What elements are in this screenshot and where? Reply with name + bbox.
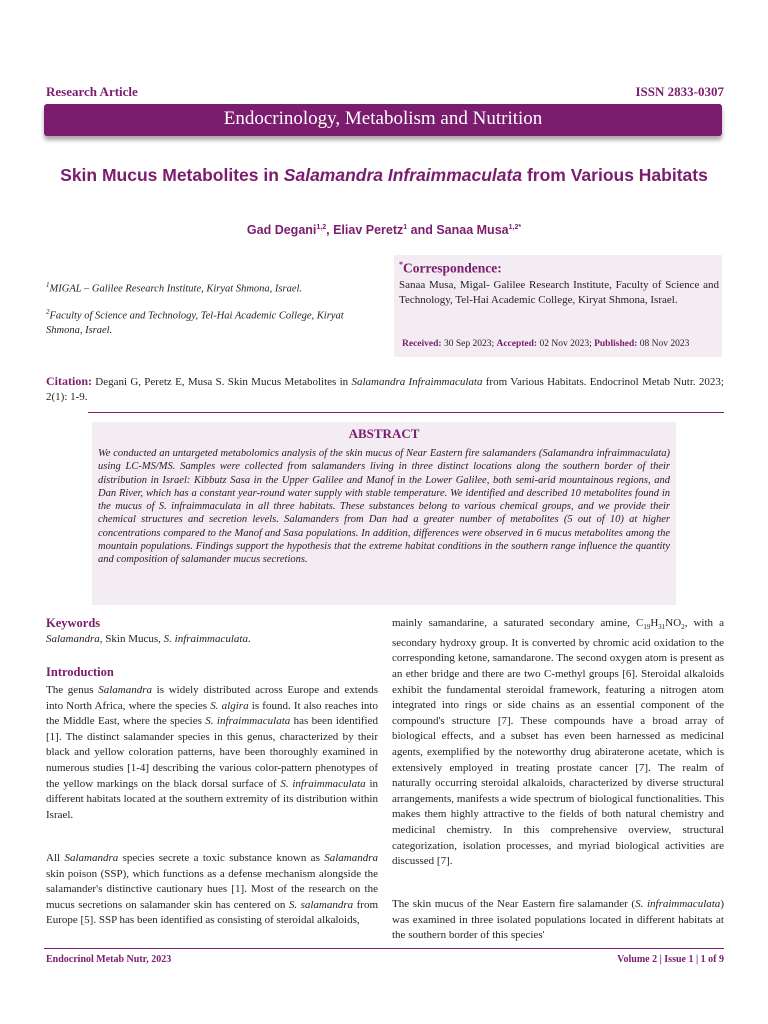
species-name: Salamandra	[98, 684, 152, 696]
species-name: Salamandra	[64, 852, 119, 864]
keyword: Salamandra	[46, 633, 100, 645]
article-title	[60, 164, 708, 187]
introduction-paragraph-1	[46, 683, 378, 823]
author-separator: and	[407, 223, 437, 237]
correspondence-marker: *	[399, 260, 403, 269]
correspondence-box	[394, 255, 722, 357]
formula-subscript: 19	[643, 623, 651, 632]
correspondence-text: Sanaa Musa, Migal- Galilee Research Institute, Faculty of Science and Technology, Tel-Hai Academic College, Kiryat Shmona, Israel.	[399, 279, 719, 306]
body-text: species secrete a toxic substance known as	[118, 852, 325, 864]
author-affiliation: 1,2*	[508, 223, 522, 231]
title-species: Salamandra Infraimmaculata	[283, 165, 523, 185]
body-text: The skin mucus of the Near Eastern fire salamander (	[392, 898, 636, 910]
affiliation-1	[46, 278, 376, 297]
body-text: has been identified [1]. The distinct salamander species in this genus, characterized by their black and yellow coloration patterns, have been thoroughly examined in numerous studies [1-4] describing the various color-pattern phenotypes of the yellow markings on the black dorsal surface of	[46, 715, 378, 790]
citation	[46, 374, 724, 405]
affiliation-text: MIGAL – Galilee Research Institute, Kiryat Shmona, Israel.	[49, 283, 303, 295]
citation-label: Citation:	[46, 374, 92, 388]
affiliation-marker: 1	[46, 281, 50, 289]
accepted-label: Accepted:	[496, 339, 538, 349]
citation-divider	[88, 412, 724, 413]
introduction-paragraph-2	[46, 851, 378, 929]
footer-page-info: Volume 2 | Issue 1 | 1 of 9	[617, 954, 724, 965]
keywords-heading: Keywords	[46, 616, 101, 630]
right-column-paragraph-1	[392, 616, 724, 870]
species-name: S. infraimmaculata	[635, 898, 721, 910]
body-text: , with a secondary hydroxy group. It is converted by chromic acid oxidation to the corresponding ketone, samandarone. The second oxygen atom is present as an ether bridge and there are two C-methyl groups [6]. Steroidal alkaloids exhibit the fundamental steroidal framework, featuring a nitrogen atom integrated into rings or side chains as an essential component of the compound's structure [7]. These compounds have a broad array of biological effects, and a subset has even been harnessed as medicinal agents, exemplified by the noteworthy drug abiraterone acetate, which is extensively employed in treating prostate cancer [7]. The realm of naturally occurring steroidal alkaloids, characterized by diverse structural arrangements, manifests a wide spectrum of biological functionalities. This makes them highly attractive to the fields of both natural chemistry and medicinal chemistry. In this comprehensive overview, structural categorization, isolation processes, and myriad biological activities are discussed [7].	[392, 617, 724, 868]
introduction-heading: Introduction	[46, 665, 114, 679]
formula-text: NO	[665, 617, 682, 629]
right-column-paragraph-2	[392, 897, 724, 944]
affiliation-2	[46, 305, 381, 338]
issn: ISSN 2833-0307	[635, 84, 724, 99]
abstract-text: We conducted an untargeted metabolomics analysis of the skin mucus of Near Eastern fire salamanders (Salamandra infraimmaculata) using LC-MS/MS. Samples were collected from salamanders living in three distinct locations along the southern border of their distribution in Israel: Kibbutz Sasa in the Upper Galilee and Manof in the Lower Galilee, both semi-arid mountainous regions, and Dan River, which has a constant year-round water supply with stable temperature. We identified and described 10 metabolites found in the mucus of S. infraimmaculata in all three habitats. These substances belong to various chemical groups, and we provide their chemical structures and secretion levels. Salamanders from Dan had a greater number of metabolites (5 out of 10) at higher concentrations compared to the Manof and Sasa populations. In addition, differences were observed in 6 mucus metabolites among the mountain populations. Findings support the hypothesis that the extreme habitat conditions in the southern range influence the quantity and composition of salamander mucus secretions.	[98, 448, 670, 566]
body-text: mainly samandarine, a saturated secondary amine, C	[392, 617, 644, 629]
accepted-date: 02 Nov 2023;	[537, 339, 595, 349]
abstract-box	[92, 422, 676, 605]
footer-journal: Endocrinol Metab Nutr, 2023	[46, 954, 172, 965]
publication-dates	[402, 339, 689, 349]
correspondence-label: Correspondence:	[403, 260, 502, 276]
article-type: Research Article	[46, 84, 138, 99]
body-text: is widely distributed across Europe and extends into North Africa, where the species	[46, 684, 378, 712]
keyword-end: .	[248, 633, 251, 645]
published-label: Published:	[594, 339, 638, 349]
citation-species: Salamandra Infraimmaculata	[351, 376, 483, 388]
body-text: ) was examined in three isolated populations located in different habitats at the southern border of this species'	[392, 898, 724, 942]
received-label: Received:	[402, 339, 442, 349]
formula-subscript: 2	[681, 623, 685, 632]
author-list	[60, 223, 708, 237]
correspondence-heading	[399, 260, 502, 277]
species-name: S. infraimmaculata	[280, 777, 366, 790]
keyword: S. infraimmaculata	[163, 633, 248, 645]
journal-banner	[44, 104, 722, 136]
published-date: 08 Nov 2023	[637, 339, 690, 349]
body-text: All	[46, 852, 65, 864]
species-name: S. algira	[210, 699, 249, 712]
abstract-heading: ABSTRACT	[348, 426, 420, 441]
formula-subscript: 31	[658, 623, 666, 632]
species-name: S. infraimmaculata	[205, 715, 291, 728]
keyword: , Skin Mucus,	[99, 633, 164, 645]
author-name: Eliav Peretz	[333, 223, 404, 237]
body-text: The genus	[46, 684, 99, 696]
citation-text: Degani G, Peretz E, Musa S. Skin Mucus Metabolites in	[92, 376, 352, 388]
author-affiliation: 1	[403, 223, 408, 231]
affiliation-marker: 2	[46, 308, 50, 316]
body-text: skin poison (SSP), which functions as a defense mechanism alongside the salamander's distinctive cautionary hues [1]. Most of the research on the mucus secretions on salamander skin has centered on	[46, 867, 378, 911]
author-separator: ,	[326, 223, 334, 237]
body-text: in different habitats located at the southern extremity of its distribution within Israel.	[46, 777, 378, 821]
body-text: is found. It also reaches into the Middle East, where the species	[46, 699, 378, 728]
title-text-end: from Various Habitats	[522, 165, 708, 185]
received-date: 30 Sep 2023;	[441, 339, 497, 349]
species-name: Salamandra	[324, 852, 379, 864]
title-text: Skin Mucus Metabolites in	[60, 165, 284, 185]
affiliation-text: Faculty of Science and Technology, Tel-Hai Academic College, Kiryat Shmona, Israel.	[46, 310, 344, 336]
author-affiliation: 1,2	[316, 223, 327, 231]
footer-divider	[44, 948, 724, 949]
body-text: from Europe [5]. SSP has been identified as consisting of steroidal alkaloids,	[46, 898, 378, 927]
journal-name: Endocrinology, Metabolism and Nutrition	[223, 108, 543, 129]
keywords-list	[46, 632, 378, 648]
author-name: Gad Degani	[246, 223, 317, 237]
citation-text-end: from Various Habitats. Endocrinol Metab Nutr. 2023; 2(1): 1-9.	[46, 376, 724, 403]
author-name: Sanaa Musa	[436, 223, 509, 237]
species-name: S. salamandra	[288, 898, 354, 911]
formula-text: H	[650, 617, 659, 629]
